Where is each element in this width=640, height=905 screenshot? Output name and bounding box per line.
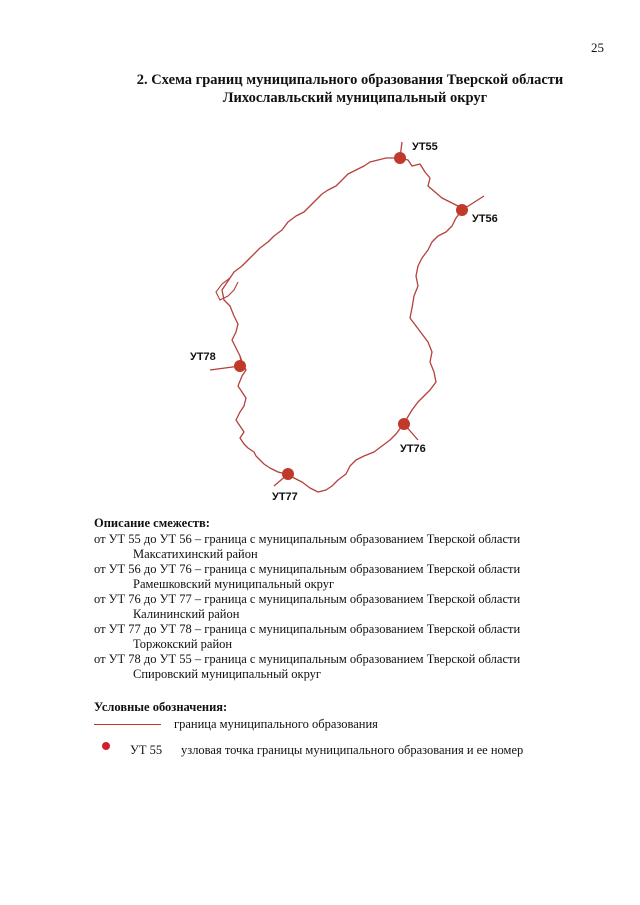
legend-node-code: УТ 55 — [130, 742, 163, 757]
node-dot-symbol — [102, 742, 110, 750]
ut55-label: УТ55 — [412, 141, 438, 153]
description-item-text: от УТ 78 до УТ 55 – граница с муниципальным образованием Тверской области — [94, 652, 521, 666]
description-item — [94, 652, 614, 682]
legend — [94, 700, 614, 759]
description-item-text: от УТ 56 до УТ 76 – граница с муниципальным образованием Тверской области — [94, 562, 521, 576]
adjacency-description — [94, 516, 614, 682]
ut78-label: УТ78 — [190, 351, 216, 363]
description-item — [94, 622, 614, 652]
page-title — [0, 71, 640, 107]
page-number: 25 — [591, 40, 604, 55]
description-item-neighbor: Калининский район — [133, 607, 240, 621]
description-item — [94, 562, 614, 592]
description-item-neighbor: Торжокский район — [133, 637, 233, 651]
ut55-node — [394, 152, 406, 164]
description-item — [94, 592, 614, 622]
ut77-label: УТ77 — [272, 491, 298, 503]
description-item — [94, 532, 614, 562]
description-item-neighbor: Спировский муниципальный округ — [133, 667, 322, 681]
description-item-neighbor: Максатихинский район — [133, 547, 258, 561]
ut78-node — [234, 360, 246, 372]
title-line-2: Лихославльский муниципальный округ — [222, 90, 488, 106]
boundary-map — [150, 130, 530, 510]
legend-boundary-text: граница муниципального образования — [174, 716, 378, 731]
description-item-text: от УТ 77 до УТ 78 – граница с муниципальным образованием Тверской области — [94, 622, 521, 636]
boundary-inner-loop — [216, 278, 238, 300]
description-heading: Описание смежеств: — [94, 516, 210, 530]
ut76-node — [398, 418, 410, 430]
description-item-neighbor: Рамешковский муниципальный округ — [133, 577, 335, 591]
ut76-label: УТ76 — [400, 443, 426, 455]
legend-node-text: узловая точка границы муниципального образования и ее номер — [181, 742, 524, 757]
title-line-1: 2. Схема границ муниципального образования Тверской области — [136, 72, 564, 88]
description-item-text: от УТ 76 до УТ 77 – граница с муниципальным образованием Тверской области — [94, 592, 521, 606]
boundary-line-symbol — [94, 724, 161, 725]
legend-heading: Условные обозначения: — [94, 700, 228, 714]
legend-boundary-row — [94, 715, 614, 733]
ut56-label: УТ56 — [472, 213, 498, 225]
ut77-node — [282, 468, 294, 480]
description-item-text: от УТ 55 до УТ 56 – граница с муниципальным образованием Тверской области — [94, 532, 521, 546]
legend-node-row — [94, 741, 614, 759]
municipal-boundary — [222, 158, 462, 492]
ut56-node — [456, 204, 468, 216]
